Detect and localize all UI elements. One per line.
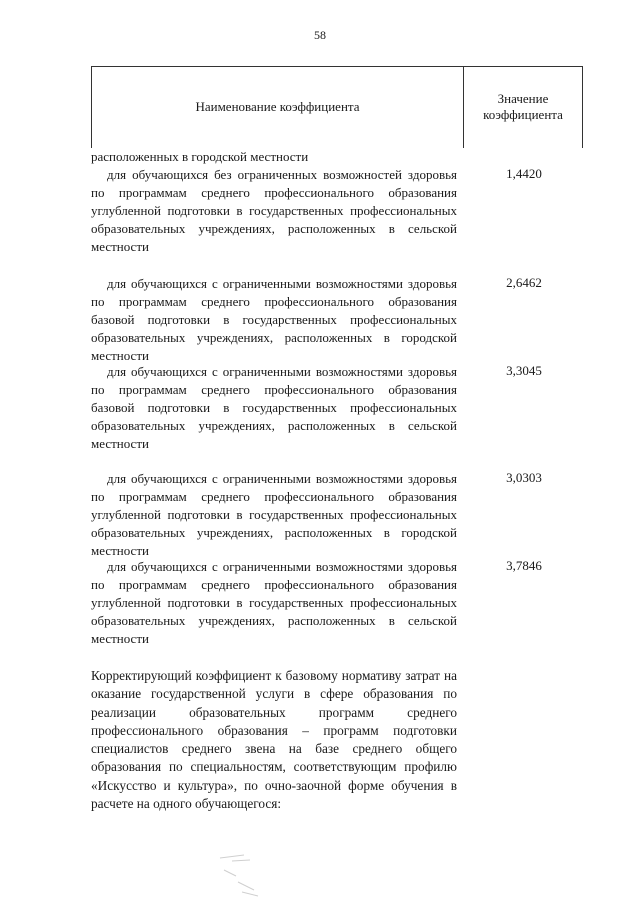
header-value-column bbox=[464, 91, 582, 123]
coefficient-table-header bbox=[91, 66, 583, 148]
entry-4-value: 3,0303 bbox=[506, 470, 542, 485]
entry-2-value: 2,6462 bbox=[506, 275, 542, 290]
header-value-line-2: коэффициента bbox=[483, 107, 563, 122]
scan-smudge bbox=[214, 852, 264, 898]
entry-2-text: для обучающихся с ограниченными возможностями здоровья по программам среднего профессионального образования базовой подготовки в государственных профессиональных образовательных учреждениях, расположенных в городской местности bbox=[91, 276, 457, 363]
entry-3-text: для обучающихся с ограниченными возможностями здоровья по программам среднего профессионального образования базовой подготовки в государственных профессиональных образовательных учреждениях, расположенных в сельской местности bbox=[91, 364, 457, 451]
header-value-line-1: Значение bbox=[497, 91, 549, 106]
continuation-text: расположенных в городской местности bbox=[91, 149, 309, 164]
entry-5-text: для обучающихся с ограниченными возможностями здоровья по программам среднего профессионального образования углубленной подготовки в государственных профессиональных образовательных учреждениях, расположенных в сельской местности bbox=[91, 559, 457, 646]
entry-3-value: 3,3045 bbox=[506, 363, 542, 378]
page-number: 58 bbox=[314, 28, 326, 42]
entry-1-text: для обучающихся без ограниченных возможностей здоровья по программам среднего профессионального образования углубленной подготовки в государственных профессиональных образовательных учреждениях, расположенных в сельской местности bbox=[91, 167, 457, 254]
closing-paragraph: Корректирующий коэффициент к базовому нормативу затрат на оказание государственной услуги в сфере образования по реализации образовательных программ среднего профессионального образования – программ подготовки специалистов среднего звена на базе среднего общего образования по специальностям, соответствующим профилю «Искусство и культура», по очно-заочной форме обучения в расчете на одного обучающегося: bbox=[91, 668, 457, 812]
entry-1-value: 1,4420 bbox=[506, 166, 542, 181]
entry-4-text: для обучающихся с ограниченными возможностями здоровья по программам среднего профессионального образования углубленной подготовки в государственных профессиональных образовательных учреждениях, расположенных в городской местности bbox=[91, 471, 457, 558]
entry-5-value: 3,7846 bbox=[506, 558, 542, 573]
header-name-column: Наименование коэффициента bbox=[195, 99, 360, 114]
